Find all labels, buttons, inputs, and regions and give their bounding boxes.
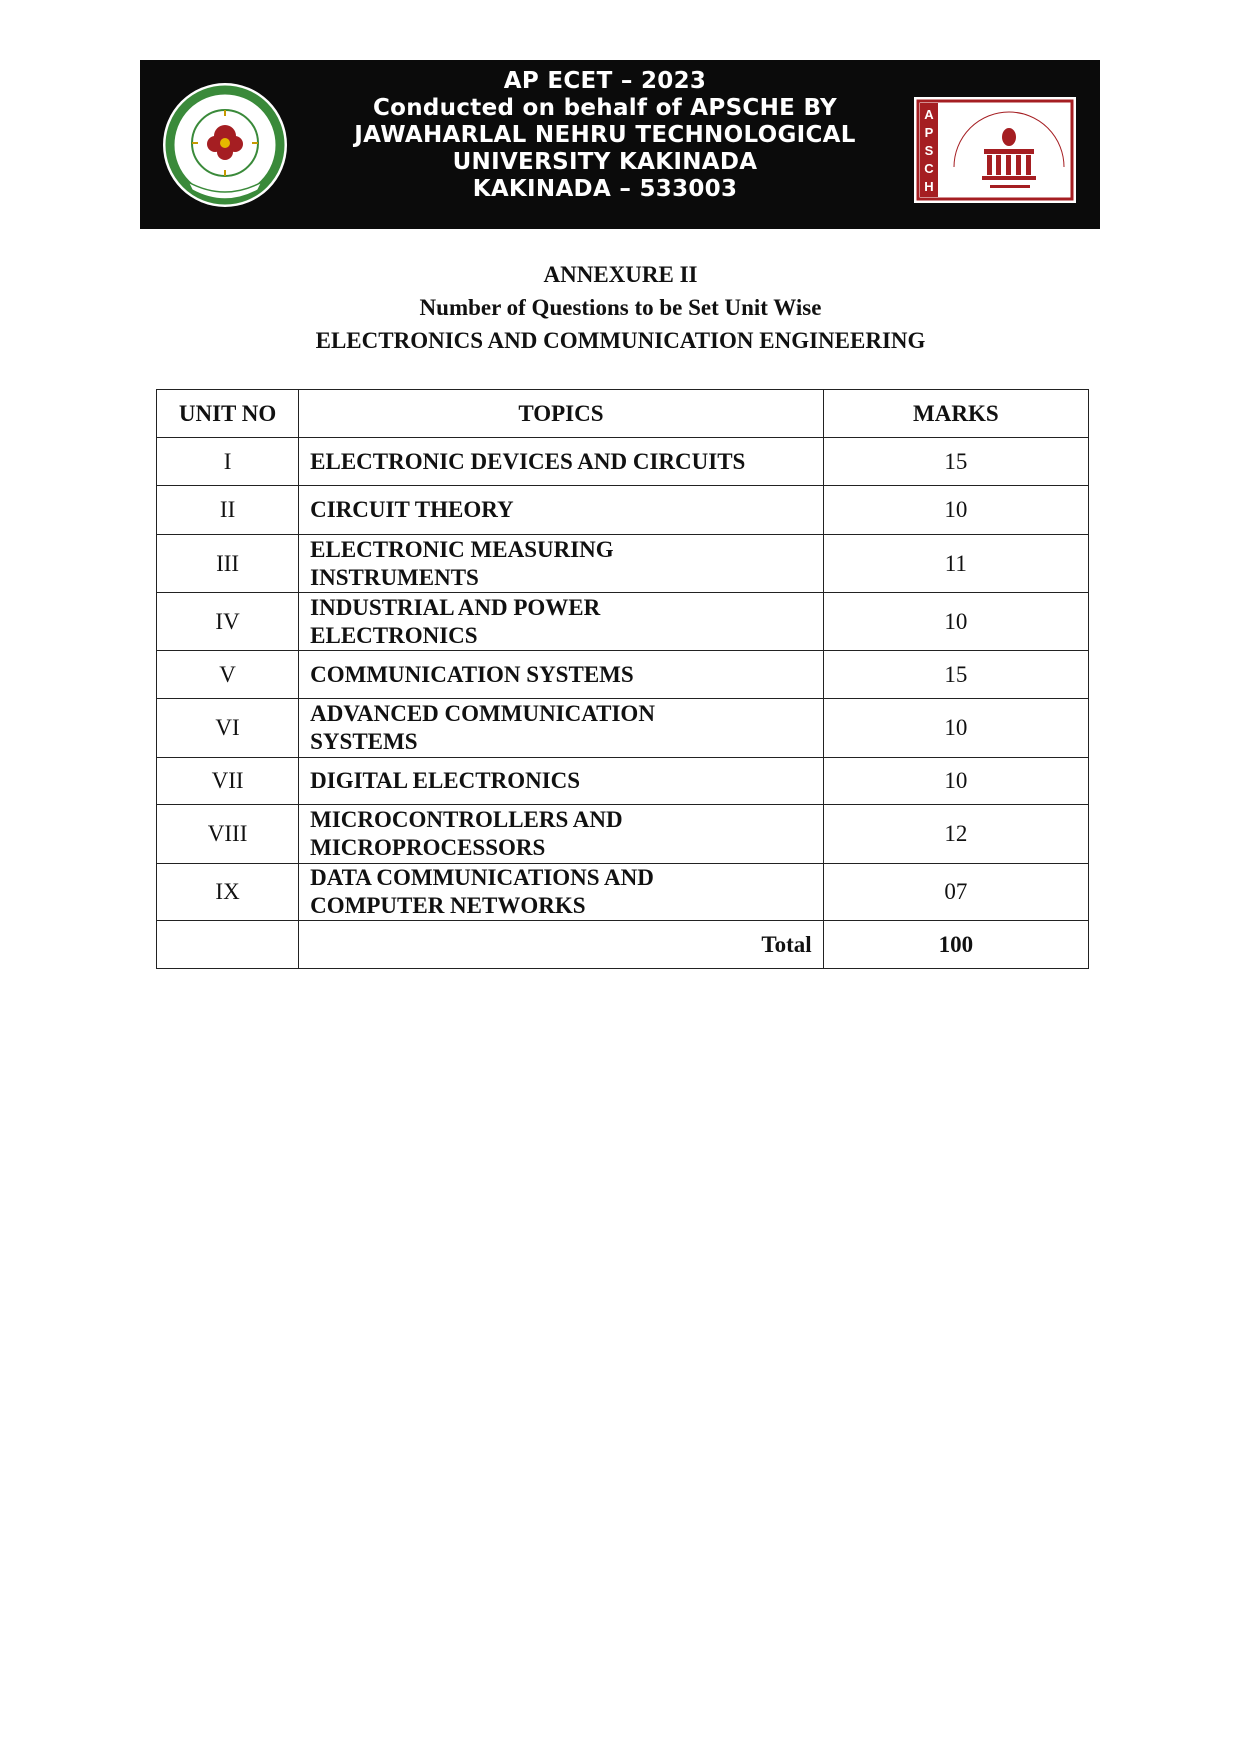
topic-line: INSTRUMENTS [310, 564, 479, 590]
topic-line: ADVANCED COMMUNICATION [310, 701, 655, 726]
topic-cell [299, 699, 824, 758]
topic-cell [299, 593, 824, 651]
total-row [157, 921, 1089, 969]
table-row [157, 805, 1089, 864]
unit-cell: VIII [157, 805, 299, 864]
banner-line-exam: AP ECET – 2023 [503, 68, 707, 94]
document-subtitle: Number of Questions to be Set Unit Wise [419, 295, 822, 320]
total-value: 100 [823, 921, 1088, 969]
topic-line: COMMUNICATION SYSTEMS [310, 661, 634, 687]
banner-line-university-1: JAWAHARLAL NEHRU TECHNOLOGICAL [354, 122, 856, 148]
table-header-row [157, 390, 1089, 438]
annexure-title: ANNEXURE II [543, 262, 698, 287]
table-row [157, 486, 1089, 535]
total-empty-cell [157, 921, 299, 969]
table-row [157, 593, 1089, 651]
banner-line-address: KAKINADA – 533003 [472, 176, 738, 202]
topic-line: ELECTRONIC DEVICES AND CIRCUITS [310, 448, 746, 474]
marks-cell: 10 [823, 758, 1088, 805]
unit-cell: VII [157, 758, 299, 805]
topic-cell [299, 864, 824, 921]
topic-cell [299, 438, 824, 486]
marks-cell: 15 [823, 651, 1088, 699]
topic-line: MICROCONTROLLERS AND [310, 807, 623, 832]
header-topics: TOPICS [299, 390, 824, 438]
marks-cell: 10 [823, 699, 1088, 758]
topic-line: ELECTRONICS [310, 622, 478, 648]
apsche-logo-icon [914, 97, 1076, 203]
topic-line: COMPUTER NETWORKS [310, 893, 586, 918]
table-row [157, 699, 1089, 758]
topic-cell [299, 758, 824, 805]
total-label: Total [299, 921, 824, 969]
topic-line: INDUSTRIAL AND POWER [310, 594, 601, 620]
marks-cell: 12 [823, 805, 1088, 864]
table-row [157, 651, 1089, 699]
marks-cell: 07 [823, 864, 1088, 921]
svg-text:S: S [924, 143, 934, 158]
topic-cell [299, 805, 824, 864]
unit-cell: VI [157, 699, 299, 758]
topic-line: DATA COMMUNICATIONS AND [310, 865, 654, 890]
svg-text:C: C [924, 161, 934, 176]
banner-title [300, 68, 910, 203]
topic-line: ELECTRONIC MEASURING [310, 536, 614, 562]
topic-line: DIGITAL ELECTRONICS [310, 768, 581, 793]
header-marks: MARKS [823, 390, 1088, 438]
marks-cell: 10 [823, 593, 1088, 651]
jntuk-logo-icon [160, 80, 290, 210]
table-row [157, 864, 1089, 921]
topic-line: CIRCUIT THEORY [310, 497, 514, 522]
table-row [157, 535, 1089, 593]
unit-cell: II [157, 486, 299, 535]
branch-title: ELECTRONICS AND COMMUNICATION ENGINEERING [315, 328, 926, 353]
table-row [157, 758, 1089, 805]
marks-cell: 11 [823, 535, 1088, 593]
topic-cell [299, 535, 824, 593]
document-heading [0, 258, 1241, 357]
marks-table [156, 389, 1089, 969]
topic-line: SYSTEMS [310, 729, 418, 754]
header-unit-no: UNIT NO [157, 390, 299, 438]
svg-text:H: H [924, 179, 934, 194]
marks-cell: 10 [823, 486, 1088, 535]
topic-cell [299, 486, 824, 535]
svg-text:P: P [924, 125, 934, 140]
banner-line-university-2: UNIVERSITY KAKINADA [452, 149, 758, 175]
unit-cell: III [157, 535, 299, 593]
unit-cell: IV [157, 593, 299, 651]
topic-cell [299, 651, 824, 699]
banner-line-conducted: Conducted on behalf of APSCHE BY [372, 95, 838, 121]
svg-text:A: A [924, 107, 934, 122]
topic-line: MICROPROCESSORS [310, 835, 546, 860]
unit-cell: I [157, 438, 299, 486]
unit-cell: IX [157, 864, 299, 921]
table-row [157, 438, 1089, 486]
header-banner [140, 60, 1100, 229]
unit-cell: V [157, 651, 299, 699]
marks-cell: 15 [823, 438, 1088, 486]
